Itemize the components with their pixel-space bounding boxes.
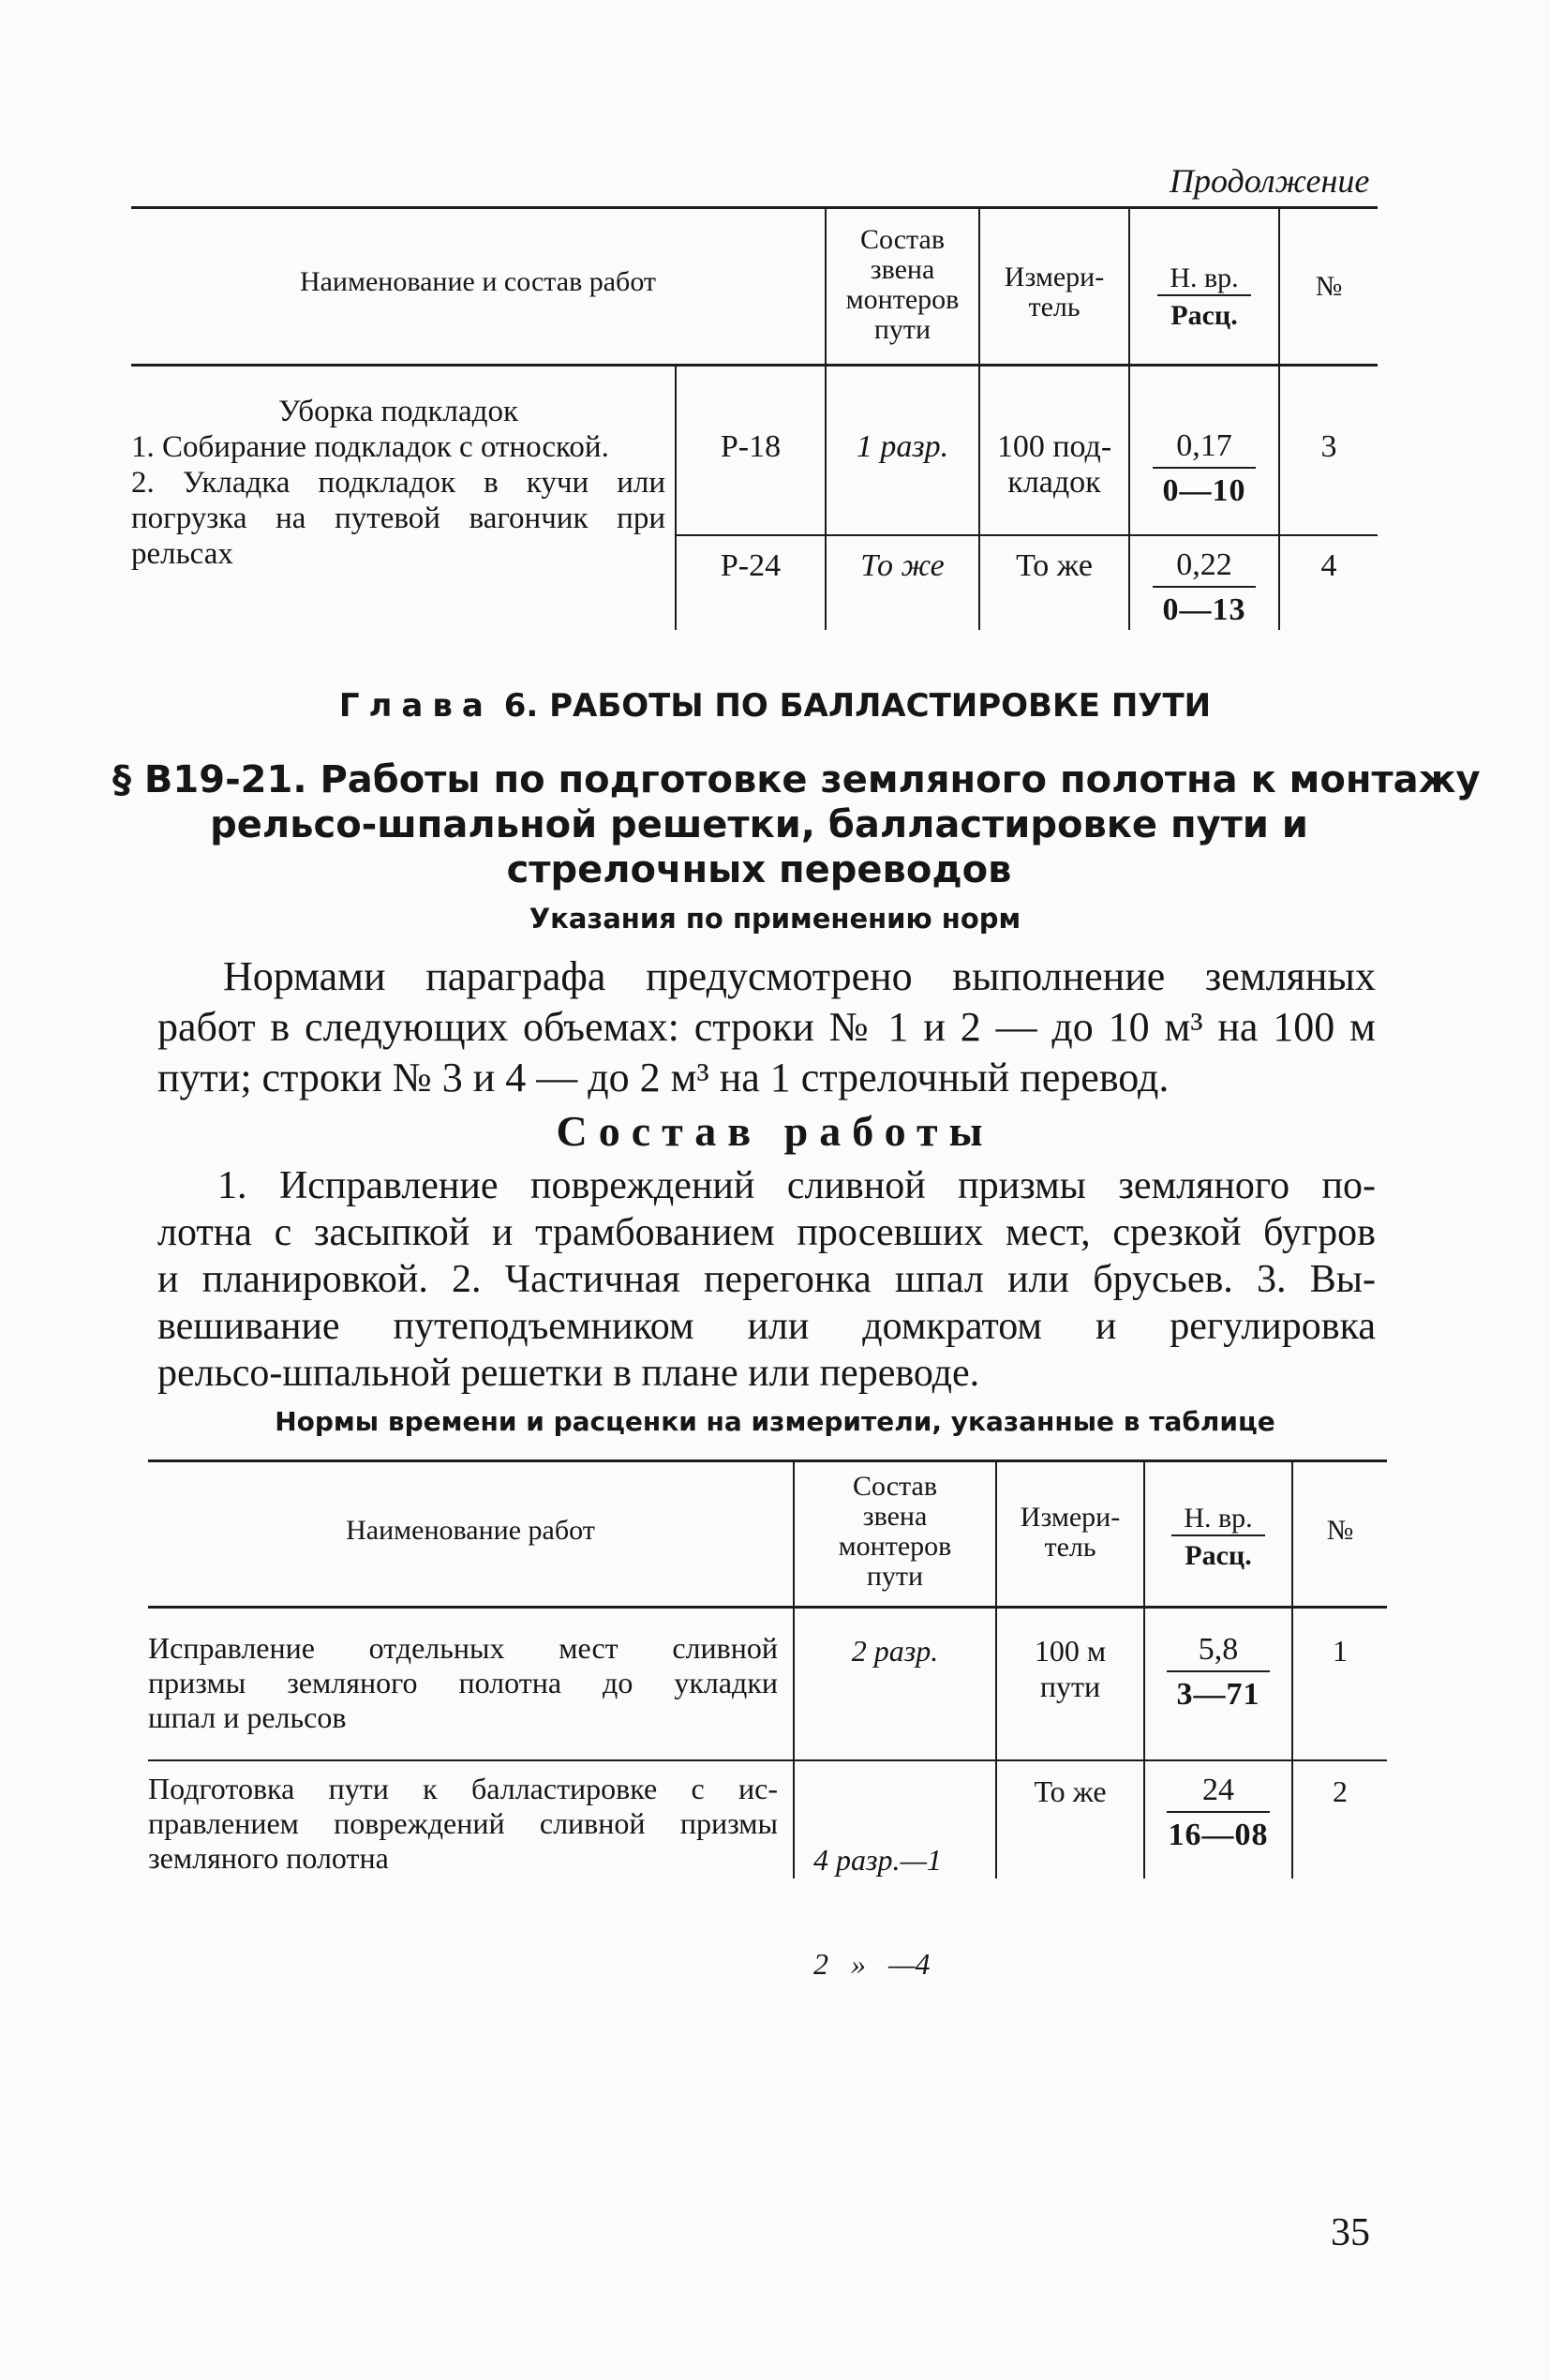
table2-row1-meter: 100 м пути	[1034, 1634, 1107, 1703]
table2-caption: Нормы времени и расценки на измерители, указанные в таблице	[275, 1406, 1275, 1437]
table2-header-norm: Н. вр. Расц.	[1145, 1503, 1291, 1572]
table1-row1-code: Р-18	[720, 429, 782, 464]
section-title: § В19-21. Работы по подготовке земляного полотна к монтажу рельсо-шпальной решетки, балластировке пути и стрелочных переводов	[112, 758, 1481, 891]
table1-row2-no: 4	[1320, 548, 1337, 583]
table1-row1-meter: 100 под- кладок	[996, 429, 1112, 500]
table2-row2-crew: 4 разр.—1 2 » —4	[813, 1843, 942, 1981]
work-heading: Состав работы	[556, 1107, 994, 1155]
table2-row1-no: 1	[1333, 1634, 1348, 1668]
table2-row1-name: Исправление отдельных мест сливной призмы земляного полотна до укладки шпал и рельсов	[148, 1631, 778, 1734]
table2-row2-norm: $\frac{24}{16—08}$	[1168, 1773, 1269, 1852]
table2-header-crew: Состав звена монтеров пути	[838, 1471, 952, 1592]
table1-row2-code: Р-24	[720, 548, 782, 583]
chapter-heading	[0, 687, 1550, 725]
chapter-prefix: Глава	[338, 687, 493, 725]
table2-row2-name: Подготовка пути к балластировке с ис- правлением повреждений сливной призмы земляного полотна	[148, 1772, 778, 1875]
table2-header-no: №	[1326, 1515, 1354, 1546]
table2-row2-meter: То же	[1034, 1774, 1107, 1808]
instructions-heading: Указания по применению норм	[529, 903, 1021, 935]
table2-header-meter: Измери- тель	[1020, 1502, 1121, 1563]
table1-row2-norm: $\frac{0,22}{0—13}$	[1130, 546, 1278, 629]
table1-header-no: №	[1315, 271, 1343, 302]
instructions-text: Нормами параграфа предусмотрено выполнение земляных работ в следующих объемах: строки № 1 и 2 — до 10 м³ на 100 м пути; строки № 3 и 4 — до 2 м³ на 1 стрелочный перевод.	[157, 953, 1376, 1100]
table1-row1-no: 3	[1320, 429, 1337, 464]
page-number: 35	[1331, 2211, 1370, 2254]
table1-row1-norm: $\frac{0,17}{0—10}$	[1130, 427, 1278, 510]
table1-header-crew: Состав звена монтеров пути	[845, 224, 960, 345]
table2-row2-no: 2	[1333, 1774, 1348, 1808]
chapter-title: 6. РАБОТЫ ПО БАЛЛАСТИРОВКЕ ПУТИ	[503, 687, 1212, 725]
table1-header-name: Наименование и состав работ	[299, 266, 657, 297]
table1-header-meter: Измери- тель	[1004, 262, 1105, 322]
table2-row1-norm: $\frac{5,8}{3—71}$	[1145, 1631, 1291, 1714]
table1-row2-meter: То же	[1016, 548, 1093, 583]
table2-row1-crew: 2 разр.	[851, 1634, 939, 1668]
table1-header-norm: Н. вр. Расц.	[1130, 262, 1278, 332]
work-composition-text: 1. Исправление повреждений сливной призмы земляного по- лотна с засыпкой и трамбованием просевших мест, срезкой бугров и планировкой. 2. Частичная перегонка шпал или брусьев. 3. Вы- вешивание путеподъемником или домкратом и регулировка рельсо-шпальной решетки в плане или переводе.	[157, 1164, 1376, 1395]
table1-work-description: Уборка подкладок 1. Собирание подкладок с отноской. 2. Укладка подкладок в кучи или погрузка на путевой вагончик при рельсах	[131, 395, 665, 571]
table1-row1-crew: 1 разр.	[856, 429, 949, 464]
table2-header-name: Наименование работ	[346, 1515, 595, 1546]
continuation-label: Продолжение	[1170, 162, 1370, 200]
table1-row2-crew: То же	[860, 548, 945, 583]
